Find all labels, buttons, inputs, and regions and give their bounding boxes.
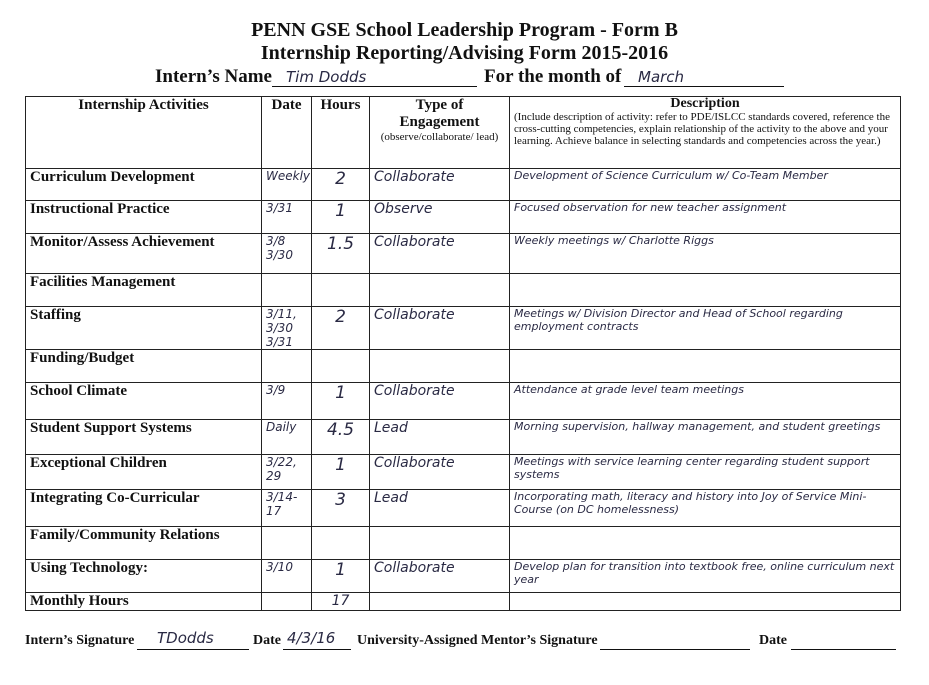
form-subtitle: Internship Reporting/Advising Form 2015-2016	[260, 42, 669, 64]
description-cell[interactable]: Morning supervision, hallway management, and student greetings	[510, 420, 901, 455]
date-cell[interactable]: 3/31	[262, 201, 312, 234]
date-value: 4/3/16	[287, 629, 336, 647]
table-row	[26, 383, 901, 420]
table-row	[26, 527, 901, 560]
date-cell[interactable]	[262, 350, 312, 383]
activity-label: Curriculum Development	[26, 169, 262, 201]
intern-name-field[interactable]	[272, 66, 477, 87]
type-cell[interactable]: Collaborate	[370, 560, 510, 593]
hours-cell[interactable]: 2	[312, 307, 370, 350]
description-cell[interactable]: Meetings w/ Division Director and Head of School regarding employment contracts	[510, 307, 901, 350]
date-cell[interactable]: 3/22, 29	[262, 455, 312, 490]
date2-field[interactable]	[791, 633, 896, 650]
date-cell[interactable]: 3/14-17	[262, 490, 312, 527]
date-cell[interactable]: 3/8 3/30	[262, 234, 312, 274]
monthly-hours-type-cell[interactable]	[370, 593, 510, 611]
header-type-sub: (observe/collaborate/ lead)	[380, 131, 499, 143]
monthly-hours-label: Monthly Hours	[26, 593, 262, 611]
date-cell[interactable]	[262, 274, 312, 307]
description-cell[interactable]: Development of Science Curriculum w/ Co-Team Member	[510, 169, 901, 201]
description-cell[interactable]: Attendance at grade level team meetings	[510, 383, 901, 420]
date-cell[interactable]: 3/11, 3/30 3/31	[262, 307, 312, 350]
table-row	[26, 234, 901, 274]
activity-label: Exceptional Children	[26, 455, 262, 490]
form-title: PENN GSE School Leadership Program - Form B	[251, 19, 678, 41]
table-row	[26, 490, 901, 527]
table-row	[26, 350, 901, 383]
monthly-hours-value[interactable]: 17	[312, 593, 370, 611]
hours-cell[interactable]: 1	[312, 455, 370, 490]
description-cell[interactable]: Develop plan for transition into textbook free, online curriculum next year	[510, 560, 901, 593]
activity-label: Staffing	[26, 307, 262, 350]
hours-cell[interactable]: 3	[312, 490, 370, 527]
monthly-hours-date-cell[interactable]	[262, 593, 312, 611]
table-row	[26, 420, 901, 455]
type-cell[interactable]: Collaborate	[370, 169, 510, 201]
type-cell[interactable]: Observe	[370, 201, 510, 234]
type-cell[interactable]: Collaborate	[370, 455, 510, 490]
activity-label: Funding/Budget	[26, 350, 262, 383]
table-row	[26, 274, 901, 307]
mentor-signature-label: University-Assigned Mentor’s Signature	[357, 633, 598, 648]
date-cell[interactable]: Weekly	[262, 169, 312, 201]
type-cell[interactable]: Collaborate	[370, 307, 510, 350]
intern-name-value: Tim Dodds	[286, 68, 367, 86]
table-row	[26, 201, 901, 234]
month-value: March	[638, 68, 685, 86]
description-cell[interactable]	[510, 350, 901, 383]
date-cell[interactable]: 3/9	[262, 383, 312, 420]
activity-label: Monitor/Assess Achievement	[26, 234, 262, 274]
type-cell[interactable]	[370, 274, 510, 307]
hours-cell[interactable]: 2	[312, 169, 370, 201]
month-label: For the month of	[484, 66, 622, 87]
activity-label: Family/Community Relations	[26, 527, 262, 560]
type-cell[interactable]: Collaborate	[370, 234, 510, 274]
description-cell[interactable]: Weekly meetings w/ Charlotte Riggs	[510, 234, 901, 274]
monthly-hours-desc-cell[interactable]	[510, 593, 901, 611]
header-activities: Internship Activities	[26, 97, 262, 169]
type-cell[interactable]: Lead	[370, 420, 510, 455]
description-cell[interactable]	[510, 527, 901, 560]
header-description-sub: (Include description of activity: refer to PDE/ISLCC standards covered, reference the cross-cutting competencies, explain relationship of the activity to the above and your learning. Achieve balance in selecting standards and competencies across the year.)	[514, 111, 890, 147]
header-hours: Hours	[312, 97, 370, 169]
month-field[interactable]	[624, 66, 784, 87]
intern-signature-label: Intern’s Signature	[25, 633, 135, 648]
activity-label: Using Technology:	[26, 560, 262, 593]
type-cell[interactable]	[370, 350, 510, 383]
intern-signature-value: TDodds	[157, 629, 214, 647]
hours-cell[interactable]	[312, 274, 370, 307]
header-type	[370, 97, 510, 169]
description-cell[interactable]: Meetings with service learning center regarding student support systems	[510, 455, 901, 490]
hours-cell[interactable]: 1	[312, 383, 370, 420]
activity-label: Student Support Systems	[26, 420, 262, 455]
activity-label: School Climate	[26, 383, 262, 420]
intern-signature-field[interactable]	[137, 629, 249, 650]
hours-cell[interactable]: 4.5	[312, 420, 370, 455]
date-label: Date	[253, 633, 281, 648]
internship-table	[25, 96, 901, 611]
date-field[interactable]	[283, 629, 351, 650]
hours-cell[interactable]: 1.5	[312, 234, 370, 274]
table-row	[26, 169, 901, 201]
hours-cell[interactable]: 1	[312, 560, 370, 593]
type-cell[interactable]	[370, 527, 510, 560]
type-cell[interactable]: Collaborate	[370, 383, 510, 420]
table-row	[26, 560, 901, 593]
type-cell[interactable]: Lead	[370, 490, 510, 527]
header-type-label: Type of Engagement	[399, 97, 480, 130]
hours-cell[interactable]: 1	[312, 201, 370, 234]
date-cell[interactable]: 3/10	[262, 560, 312, 593]
hours-cell[interactable]	[312, 350, 370, 383]
header-date: Date	[262, 97, 312, 169]
table-header-row	[26, 97, 901, 169]
date2-label: Date	[759, 633, 787, 648]
table-row	[26, 307, 901, 350]
description-cell[interactable]: Focused observation for new teacher assignment	[510, 201, 901, 234]
date-cell[interactable]	[262, 527, 312, 560]
description-cell[interactable]	[510, 274, 901, 307]
monthly-hours-row	[26, 593, 901, 611]
activity-label: Integrating Co-Curricular	[26, 490, 262, 527]
header-description	[510, 97, 901, 169]
activity-label: Instructional Practice	[26, 201, 262, 234]
hours-cell[interactable]	[312, 527, 370, 560]
table-row	[26, 455, 901, 490]
mentor-signature-field[interactable]	[600, 633, 750, 650]
header-description-label: Description	[670, 96, 740, 111]
description-cell[interactable]: Incorporating math, literacy and history into Joy of Service Mini-Course (on DC homelessness)	[510, 490, 901, 527]
date-cell[interactable]: Daily	[262, 420, 312, 455]
activity-label: Facilities Management	[26, 274, 262, 307]
intern-name-label: Intern’s Name	[155, 66, 272, 87]
